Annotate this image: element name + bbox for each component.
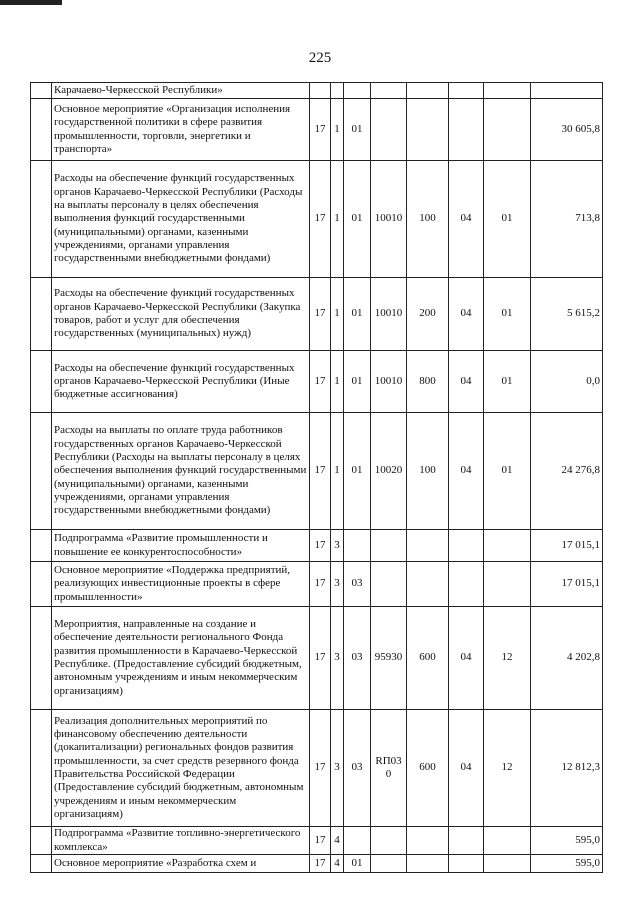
expense-type-cell: [407, 855, 449, 873]
subsection-code-cell: 01: [484, 161, 531, 278]
program-code-cell: 17: [310, 530, 331, 562]
program-code-cell: 17: [310, 99, 331, 161]
expense-direction-cell: [371, 99, 407, 161]
subprogram-code-cell: 1: [331, 161, 344, 278]
section-code-cell: [449, 530, 484, 562]
table-row: [31, 530, 603, 562]
row-name-cell: Расходы на обеспечение функций государственных органов Карачаево-Черкесской Республики (Иные бюджетные ассигнования): [52, 351, 310, 413]
subsection-code-cell: [484, 530, 531, 562]
subsection-code-cell: 01: [484, 413, 531, 530]
activity-code-cell: 01: [344, 99, 371, 161]
section-code-cell: 04: [449, 351, 484, 413]
row-number-cell: [31, 562, 52, 607]
row-name-cell: Реализация дополнительных мероприятий по финансовому обеспечению деятельности (докапитализации) региональных фондов развития промышленности, за счет средств резервного фонда Правительства Российской Федерации (Предоставление субсидий бюджетным, автономным учреждениям и иным некоммерческим организациям): [52, 710, 310, 827]
row-name-cell: Основное мероприятие «Организация исполнения государственной политики в сфере развития промышленности, торговли, энергетики и транспорта»: [52, 99, 310, 161]
subprogram-code-cell: 4: [331, 827, 344, 855]
program-code-cell: 17: [310, 278, 331, 351]
expense-type-cell: 600: [407, 607, 449, 710]
section-code-cell: [449, 855, 484, 873]
subprogram-code-cell: [331, 83, 344, 99]
subsection-code-cell: [484, 855, 531, 873]
expense-type-cell: 200: [407, 278, 449, 351]
section-code-cell: [449, 562, 484, 607]
amount-cell: 30 605,8: [531, 99, 603, 161]
row-number-cell: [31, 278, 52, 351]
table-row: [31, 161, 603, 278]
expense-direction-cell: 10020: [371, 413, 407, 530]
expense-direction-cell: 10010: [371, 161, 407, 278]
expense-type-cell: 100: [407, 161, 449, 278]
row-number-cell: [31, 83, 52, 99]
amount-cell: 0,0: [531, 351, 603, 413]
activity-code-cell: [344, 83, 371, 99]
expense-type-cell: 600: [407, 710, 449, 827]
expense-type-cell: [407, 83, 449, 99]
expense-type-cell: [407, 99, 449, 161]
section-code-cell: 04: [449, 710, 484, 827]
section-code-cell: 04: [449, 161, 484, 278]
amount-cell: 12 812,3: [531, 710, 603, 827]
subprogram-code-cell: 1: [331, 278, 344, 351]
activity-code-cell: 01: [344, 855, 371, 873]
expense-direction-cell: [371, 827, 407, 855]
program-code-cell: 17: [310, 855, 331, 873]
program-code-cell: [310, 83, 331, 99]
expense-direction-cell: [371, 530, 407, 562]
expense-type-cell: [407, 562, 449, 607]
subsection-code-cell: [484, 99, 531, 161]
activity-code-cell: [344, 827, 371, 855]
program-code-cell: 17: [310, 827, 331, 855]
amount-cell: 4 202,8: [531, 607, 603, 710]
program-code-cell: 17: [310, 351, 331, 413]
table-row: [31, 83, 603, 99]
row-name-cell: Основное мероприятие «Разработка схем и: [52, 855, 310, 873]
amount-cell: 595,0: [531, 855, 603, 873]
subsection-code-cell: 12: [484, 710, 531, 827]
expense-direction-cell: 95930: [371, 607, 407, 710]
activity-code-cell: 03: [344, 710, 371, 827]
expense-direction-cell: 10010: [371, 278, 407, 351]
subprogram-code-cell: 3: [331, 562, 344, 607]
row-number-cell: [31, 99, 52, 161]
expense-type-cell: [407, 827, 449, 855]
table-row: [31, 413, 603, 530]
subsection-code-cell: [484, 562, 531, 607]
table-row: [31, 278, 603, 351]
section-code-cell: [449, 827, 484, 855]
expense-type-cell: 100: [407, 413, 449, 530]
row-name-cell: Карачаево-Черкесской Республики»: [52, 83, 310, 99]
expense-direction-cell: RП030: [371, 710, 407, 827]
table-row: [31, 827, 603, 855]
row-number-cell: [31, 855, 52, 873]
row-number-cell: [31, 607, 52, 710]
row-number-cell: [31, 413, 52, 530]
amount-cell: 17 015,1: [531, 562, 603, 607]
row-name-cell: Подпрограмма «Развитие промышленности и повышение ее конкурентоспособности»: [52, 530, 310, 562]
program-code-cell: 17: [310, 607, 331, 710]
subprogram-code-cell: 3: [331, 710, 344, 827]
expense-type-cell: [407, 530, 449, 562]
subprogram-code-cell: 4: [331, 855, 344, 873]
row-name-cell: Подпрограмма «Развитие топливно-энергетического комплекса»: [52, 827, 310, 855]
section-code-cell: 04: [449, 413, 484, 530]
row-number-cell: [31, 161, 52, 278]
amount-cell: 595,0: [531, 827, 603, 855]
table-row: [31, 562, 603, 607]
expense-direction-cell: [371, 855, 407, 873]
scan-corner-mark: [0, 0, 62, 5]
subprogram-code-cell: 3: [331, 607, 344, 710]
activity-code-cell: 01: [344, 278, 371, 351]
program-code-cell: 17: [310, 161, 331, 278]
activity-code-cell: 01: [344, 351, 371, 413]
table-row: [31, 607, 603, 710]
program-code-cell: 17: [310, 413, 331, 530]
subsection-code-cell: 12: [484, 607, 531, 710]
subprogram-code-cell: 1: [331, 99, 344, 161]
table-row: [31, 99, 603, 161]
row-name-cell: Расходы на обеспечение функций государственных органов Карачаево-Черкесской Республики (Расходы на выплаты персоналу в целях обеспечения выполнения функций государственными (муниципальными) органами, казенными учреждениями, органами управления государственными внебюджетными фондами): [52, 161, 310, 278]
page-number: 225: [308, 50, 332, 66]
subsection-code-cell: [484, 83, 531, 99]
activity-code-cell: 01: [344, 413, 371, 530]
row-number-cell: [31, 351, 52, 413]
expense-direction-cell: [371, 83, 407, 99]
amount-cell: 713,8: [531, 161, 603, 278]
row-number-cell: [31, 710, 52, 827]
row-name-cell: Расходы на выплаты по оплате труда работников государственных органов Карачаево-Черкесской Республики (Расходы на выплаты персоналу в целях обеспечения выполнения функций государственными (муниципальными) органами, казенными учреждениями, органами управления государственными внебюджетными фондами): [52, 413, 310, 530]
row-number-cell: [31, 827, 52, 855]
activity-code-cell: 03: [344, 562, 371, 607]
subprogram-code-cell: 3: [331, 530, 344, 562]
expense-direction-cell: 10010: [371, 351, 407, 413]
amount-cell: 24 276,8: [531, 413, 603, 530]
subsection-code-cell: [484, 827, 531, 855]
section-code-cell: 04: [449, 278, 484, 351]
subprogram-code-cell: 1: [331, 413, 344, 530]
table-body: [31, 83, 603, 873]
program-code-cell: 17: [310, 710, 331, 827]
row-name-cell: Основное мероприятие «Поддержка предприятий, реализующих инвестиционные проекты в сфере промышленности»: [52, 562, 310, 607]
subsection-code-cell: 01: [484, 278, 531, 351]
activity-code-cell: 03: [344, 607, 371, 710]
program-code-cell: 17: [310, 562, 331, 607]
activity-code-cell: 01: [344, 161, 371, 278]
table-row: [31, 855, 603, 873]
subprogram-code-cell: 1: [331, 351, 344, 413]
budget-table: [30, 82, 603, 873]
subsection-code-cell: 01: [484, 351, 531, 413]
section-code-cell: [449, 83, 484, 99]
section-code-cell: [449, 99, 484, 161]
amount-cell: 5 615,2: [531, 278, 603, 351]
table-row: [31, 351, 603, 413]
expense-type-cell: 800: [407, 351, 449, 413]
amount-cell: 17 015,1: [531, 530, 603, 562]
amount-cell: [531, 83, 603, 99]
expense-direction-cell: [371, 562, 407, 607]
table-row: [31, 710, 603, 827]
row-number-cell: [31, 530, 52, 562]
row-name-cell: Расходы на обеспечение функций государственных органов Карачаево-Черкесской Республики (Закупка товаров, работ и услуг для обеспечения государственных (муниципальных) нужд): [52, 278, 310, 351]
activity-code-cell: [344, 530, 371, 562]
section-code-cell: 04: [449, 607, 484, 710]
row-name-cell: Мероприятия, направленные на создание и обеспечение деятельности регионального Фонда развития промышленности в Карачаево-Черкесской Республике. (Предоставление субсидий бюджетным, автономным учреждениям и иным некоммерческим организациям): [52, 607, 310, 710]
